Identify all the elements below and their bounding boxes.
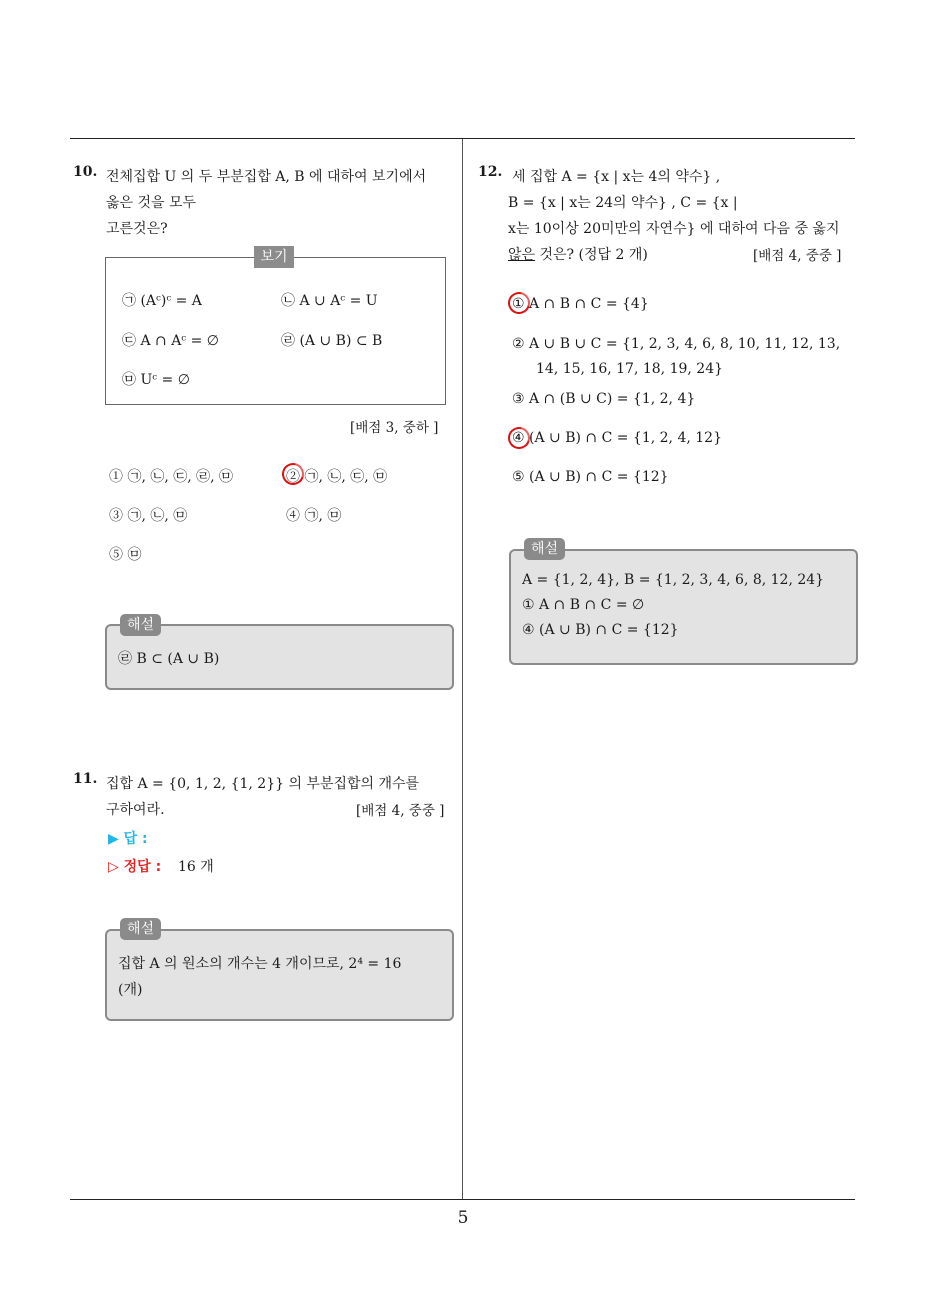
score-tag: [배점 4, 중중 ]	[753, 248, 842, 264]
page-number: 5	[457, 1208, 469, 1228]
question-stem: 세 집합 A = {x | x는 4의 약수} ,	[512, 169, 721, 185]
bogi-item: ㉡ A ∪ Aᶜ = U	[281, 293, 378, 309]
bottom-rule	[70, 1199, 855, 1200]
option-2[interactable]: ② ㉠, ㉡, ㉢, ㉤	[286, 469, 388, 485]
explanation-text: A = {1, 2, 4}, B = {1, 2, 3, 4, 6, 8, 12, 24}	[522, 572, 825, 588]
score-tag: [배점 4, 중중 ]	[356, 803, 445, 819]
score-tag: [배점 3, 중하 ]	[350, 420, 439, 436]
explanation-text: ㉣ B ⊂ (A ∪ B)	[118, 651, 220, 667]
bogi-item: ㉣ (A ∪ B) ⊂ B	[281, 333, 383, 349]
explanation-text: ④ (A ∪ B) ∩ C = {12}	[522, 622, 679, 638]
correct-answer-number: 16 개	[178, 859, 214, 875]
explanation-box	[105, 929, 454, 1021]
question-stem: 집합 A = {0, 1, 2, {1, 2}} 의 부분집합의 개수를	[106, 776, 420, 792]
option-2-continued: 14, 15, 16, 17, 18, 19, 24}	[536, 361, 724, 377]
question-stem-rest: 것은? (정답 2 개)	[535, 247, 648, 263]
option-4[interactable]: ④ (A ∪ B) ∩ C = {1, 2, 4, 12}	[512, 430, 722, 446]
question-stem: x는 10이상 20미만의 자연수} 에 대하여 다음 중 옳지	[508, 221, 840, 237]
correct-answer-value	[178, 856, 214, 876]
option-3[interactable]: ③ ㉠, ㉡, ㉤	[109, 508, 188, 524]
explanation-text: 집합 A 의 원소의 개수는 4 개이므로, 2⁴ = 16	[118, 956, 402, 972]
explanation-text: (개)	[118, 982, 143, 998]
question-number: 10.	[73, 164, 98, 180]
option-2[interactable]: ② A ∪ B ∪ C = {1, 2, 3, 4, 6, 8, 10, 11, 12, 13,	[512, 336, 841, 352]
question-number: 12.	[478, 164, 503, 180]
option-3[interactable]: ③ A ∩ (B ∪ C) = {1, 2, 4}	[512, 391, 696, 407]
answer-label: ▶ 답 :	[108, 831, 148, 847]
bogi-item: ㉤ Uᶜ = ∅	[122, 372, 190, 388]
underlined-word: 않은	[508, 247, 536, 263]
question-stem: 전체집합 U 의 두 부분집합 A, B 에 대하여 보기에서	[106, 169, 427, 185]
question-stem: B = {x | x는 24의 약수} , C = {x |	[508, 195, 738, 211]
question-stem	[508, 244, 648, 264]
option-5[interactable]: ⑤ ㉤	[109, 547, 142, 563]
bogi-label: 보기	[254, 246, 294, 268]
option-1[interactable]: ① ㉠, ㉡, ㉢, ㉣, ㉤	[109, 469, 234, 485]
column-divider	[462, 139, 463, 1199]
option-5[interactable]: ⑤ (A ∪ B) ∩ C = {12}	[512, 469, 669, 485]
question-stem: 구하여라.	[106, 802, 165, 818]
option-1[interactable]: ① A ∩ B ∩ C = {4}	[512, 296, 649, 312]
question-stem: 옳은 것을 모두	[106, 195, 197, 211]
correct-answer-label: ▷ 정답 :	[108, 859, 162, 875]
explanation-label: 해설	[120, 918, 161, 940]
bogi-item: ㉢ A ∩ Aᶜ = ∅	[122, 333, 219, 349]
question-stem: 고른것은?	[106, 221, 168, 237]
question-number: 11.	[73, 771, 98, 787]
explanation-label: 해설	[524, 538, 565, 560]
explanation-label: 해설	[120, 614, 161, 636]
explanation-text: ① A ∩ B ∩ C = ∅	[522, 597, 645, 613]
bogi-item: ㉠ (Aᶜ)ᶜ = A	[122, 293, 202, 309]
option-4[interactable]: ④ ㉠, ㉤	[286, 508, 342, 524]
